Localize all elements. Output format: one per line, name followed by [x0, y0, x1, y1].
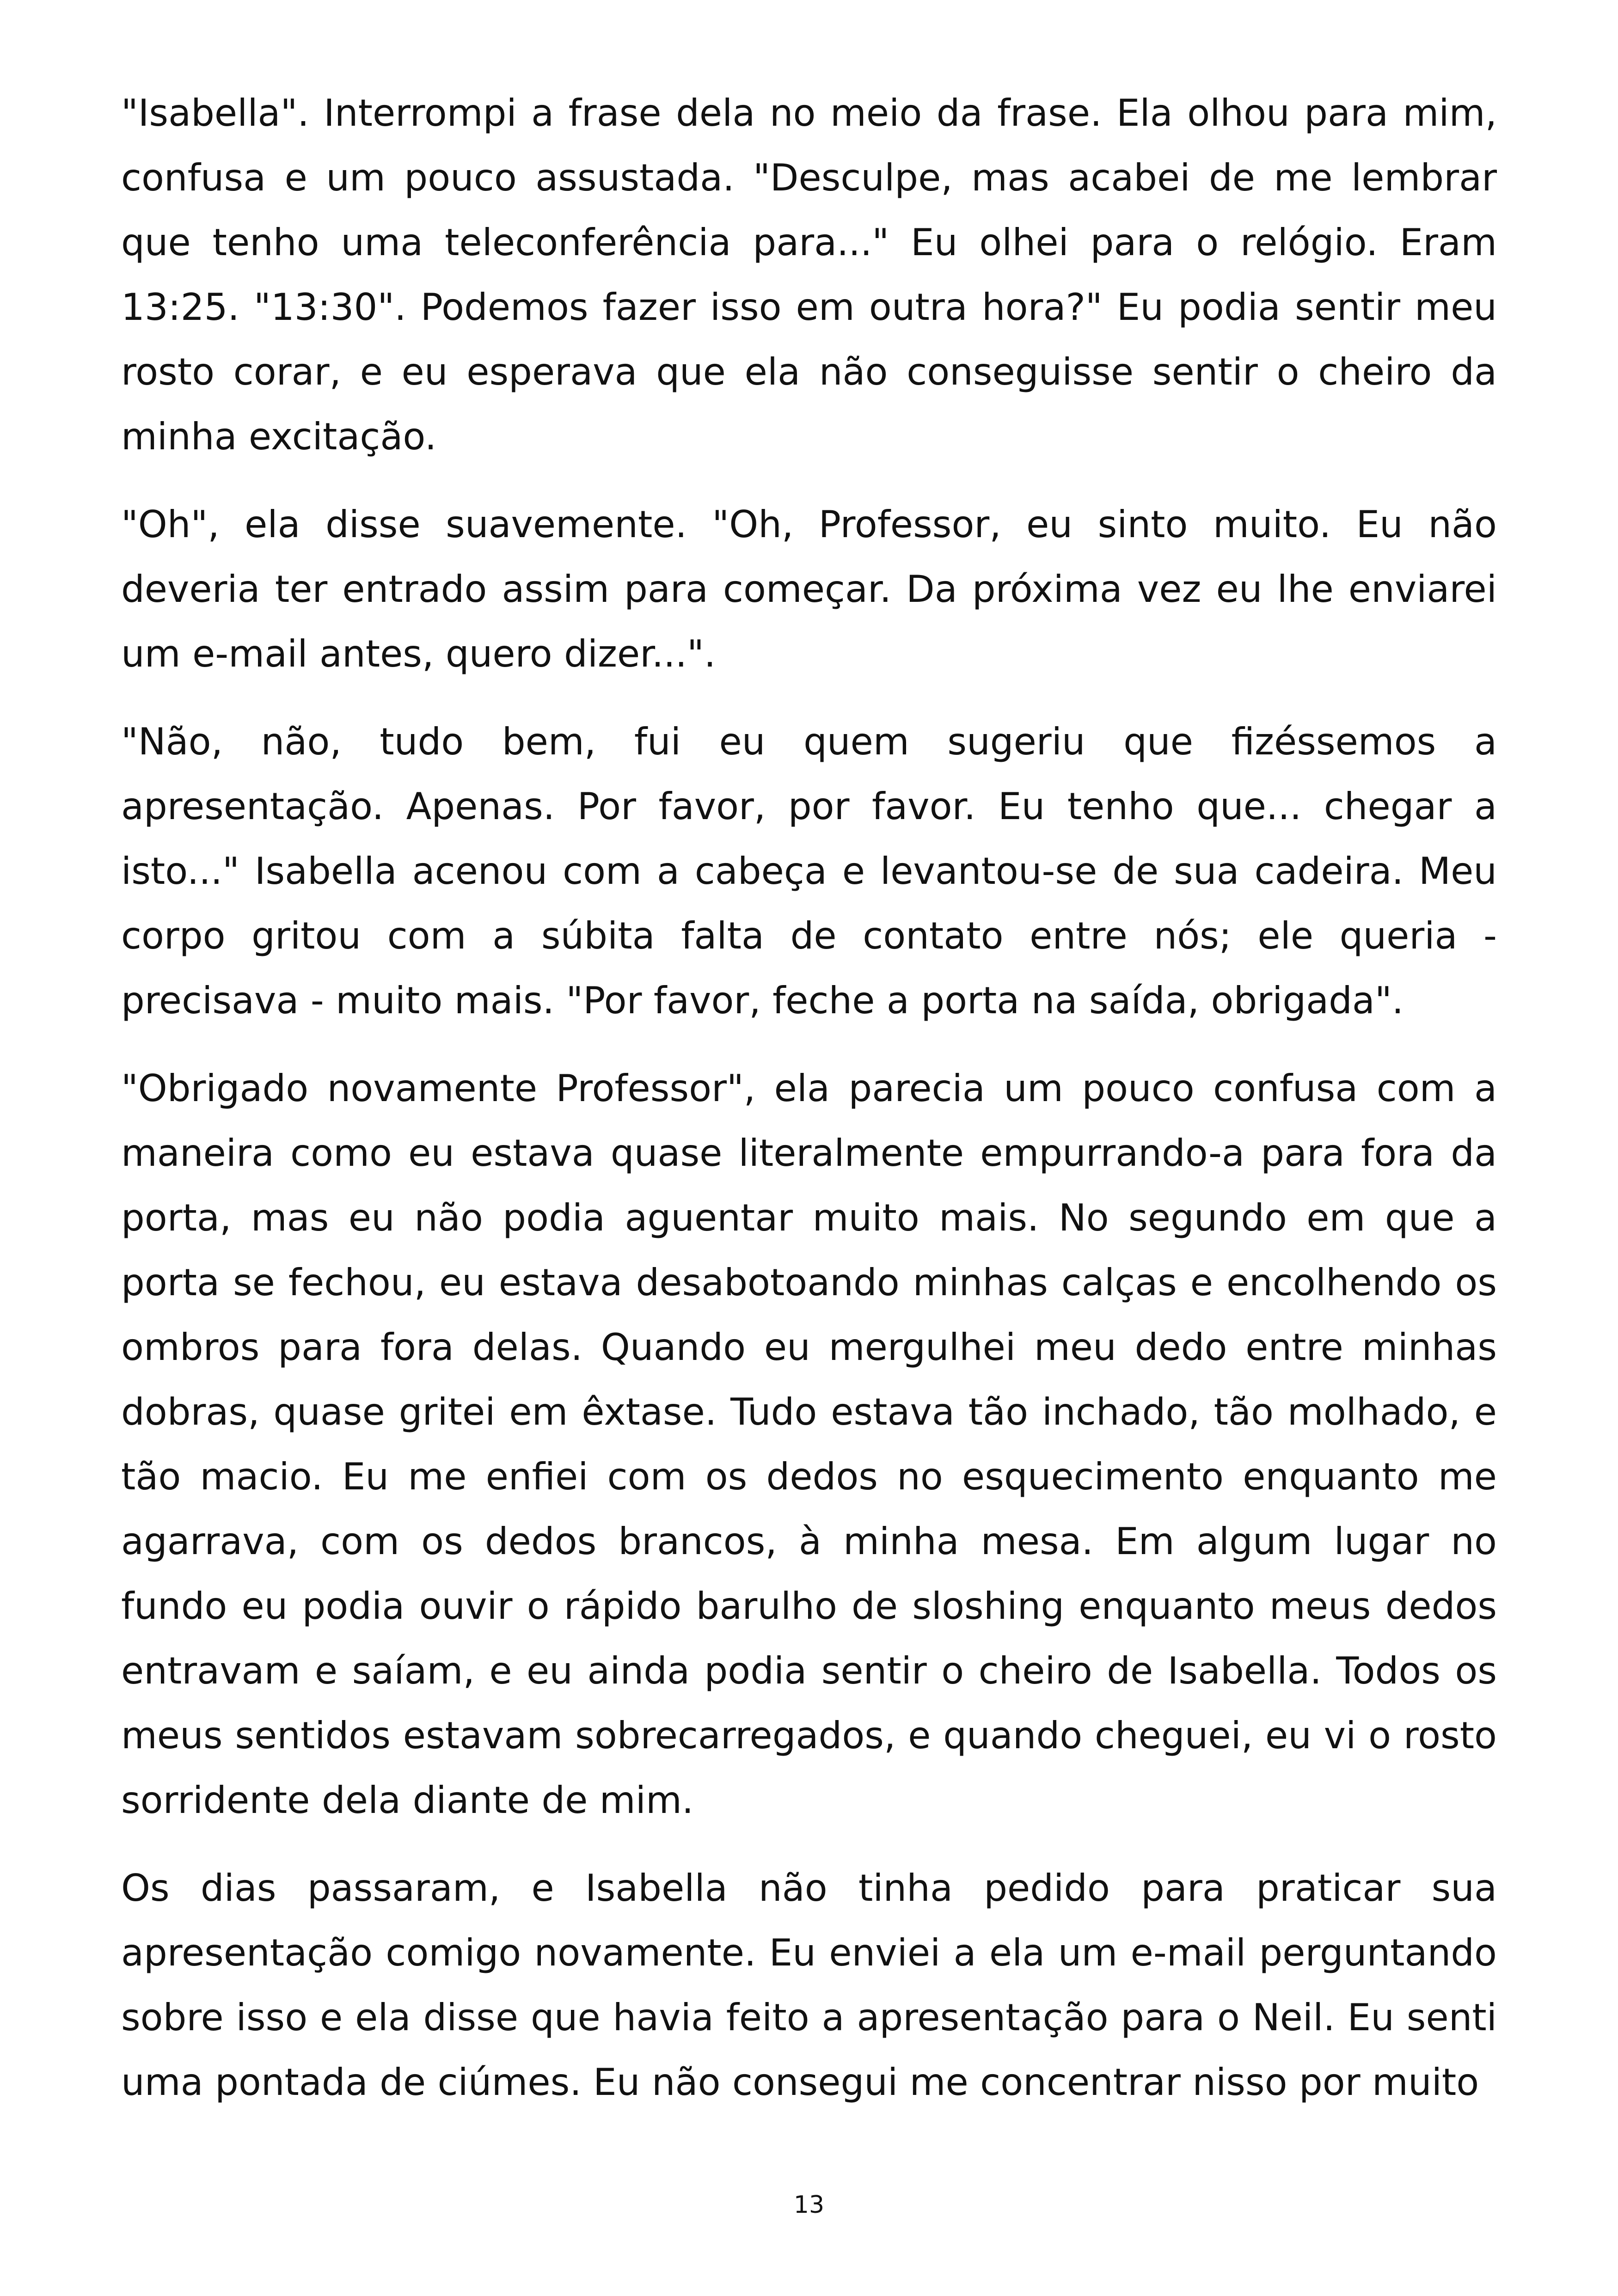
- page-number: 13: [793, 2191, 825, 2219]
- body-text: [121, 81, 1497, 2138]
- paragraph: "Não, não, tudo bem, fui eu quem sugeriu que fizéssemos a apresentação. Apenas. Por favor, por favor. Eu tenho que... chegar a isto..." Isabella acenou com a cabeça e levantou-se de sua cadeira. Meu corpo gritou com a súbita falta de contato entre nós; ele queria - precisava - muito mais. "Por favor, feche a porta na saída, obrigada".: [121, 720, 1497, 1022]
- paragraph: "Isabella". Interrompi a frase dela no meio da frase. Ela olhou para mim, confusa e um pouco assustada. "Desculpe, mas acabei de me lembrar que tenho uma teleconferência para..." Eu olhei para o relógio. Eram 13:25. "13:30". Podemos fazer isso em outra hora?" Eu podia sentir meu rosto corar, e eu esperava que ela não conseguisse sentir o cheiro da minha excitação.: [121, 92, 1497, 458]
- paragraph: "Oh", ela disse suavemente. "Oh, Professor, eu sinto muito. Eu não deveria ter entrado assim para começar. Da próxima vez eu lhe enviarei um e-mail antes, quero dizer...".: [121, 503, 1497, 675]
- paragraph: "Obrigado novamente Professor", ela parecia um pouco confusa com a maneira como eu estava quase literalmente empurrando-a para fora da porta, mas eu não podia aguentar muito mais. No segundo em que a porta se fechou, eu estava desabotoando minhas calças e encolhendo os ombros para fora delas. Quando eu mergulhei meu dedo entre minhas dobras, quase gritei em êxtase. Tudo estava tão inchado, tão molhado, e tão macio. Eu me enfiei com os dedos no esquecimento enquanto me agarrava, com os dedos brancos, à minha mesa. Em algum lugar no fundo eu podia ouvir o rápido barulho de sloshing enquanto meus dedos entravam e saíam, e eu ainda podia sentir o cheiro de Isabella. Todos os meus sentidos estavam sobrecarregados, e quando cheguei, eu vi o rosto sorridente dela diante de mim.: [121, 1067, 1497, 1822]
- paragraph: Os dias passaram, e Isabella não tinha pedido para praticar sua apresentação comigo novamente. Eu enviei a ela um e-mail perguntando sobre isso e ela disse que havia feito a apresentação para o Neil. Eu senti uma pontada de ciúmes. Eu não consegui me concentrar nisso por muito: [121, 1867, 1497, 2104]
